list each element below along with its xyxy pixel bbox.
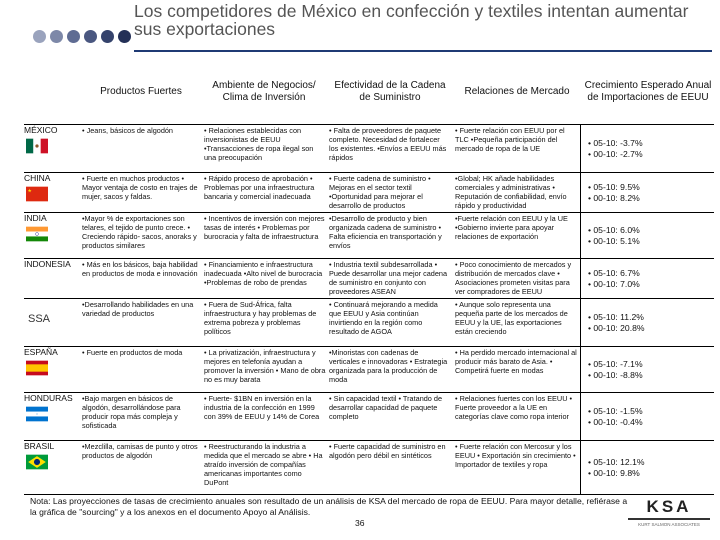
header-ambiente: Ambiente de Negocios/ Clima de Inversión <box>212 80 316 103</box>
dot-3 <box>67 30 80 43</box>
table-row <box>24 346 714 392</box>
relaciones-cell: • Fuerte relación con Mercosur y los EEUU • Exportación sin crecimiento • Importador de textiles y ropa <box>455 442 576 469</box>
growth-05-10: • 05-10: -7.1% <box>588 358 643 369</box>
ambiente-cell: • Reestructurando la industria a medida que el mercado se abre • Ha atraído inversión de compañías americanas importantes como DuPont <box>204 442 323 487</box>
growth-00-10: • 00-10: -8.8% <box>588 369 643 380</box>
country-label: INDIA <box>24 213 47 223</box>
productos-cell: • Más en los básicos, baja habilidad en productos de moda e innovación <box>82 260 198 278</box>
efectividad-cell: •Desarrollo de producto y bien organizada cadena de suministro • Falta eficiencia en transportación y envíos <box>329 214 442 250</box>
growth-05-10: • 05-10: 6.7% <box>588 267 640 278</box>
country-label: HONDURAS <box>24 393 73 403</box>
growth-05-10: • 05-10: 12.1% <box>588 456 645 467</box>
growth-cell <box>582 259 714 298</box>
growth-05-10: • 05-10: 6.0% <box>588 224 640 235</box>
growth-00-10: • 00-10: 8.2% <box>588 192 640 203</box>
table-row <box>24 124 714 172</box>
growth-cell <box>582 125 714 172</box>
india-flag <box>26 226 48 242</box>
logo-line <box>628 518 710 520</box>
table-row <box>24 440 714 494</box>
ambiente-cell: • Fuerte- $1BN en inversión en la industria de la confección en 1999 con 39% de EEUU y 14% de Corea <box>204 394 320 421</box>
table-row <box>24 212 714 258</box>
header-crecimiento: Crecimiento Esperado Anual de Importaciones de EEUU <box>584 80 712 103</box>
relaciones-cell: •Fuerte relación con EEUU y la UE •Gobierno invierte para apoyar relaciones de exportación <box>455 214 568 241</box>
relaciones-cell: • Aunque solo representa una pequeña parte de los mercados de EEUU y la UE, las exportaciones están creciendo <box>455 300 568 336</box>
productos-cell: •Mezclilla, camisas de punto y otros productos de algodón <box>82 442 198 460</box>
growth-cell <box>582 441 714 494</box>
header-efectividad: Efectividad de la Cadena de Suministro <box>334 80 446 103</box>
country-label: BRASIL <box>24 441 55 451</box>
growth-05-10: • 05-10: 9.5% <box>588 181 640 192</box>
country-label: SSA <box>28 313 51 325</box>
efectividad-cell: • Fuerte cadena de suministro • Mejoras en el sector textil •Oportunidad para mejorar el desarrollo de productos <box>329 174 431 210</box>
productos-cell: • Jeans, básicos de algodón <box>82 126 173 135</box>
growth-00-10: • 00-10: 9.8% <box>588 467 640 478</box>
growth-05-10: • 05-10: -1.5% <box>588 405 643 416</box>
growth-00-10: • 00-10: -0.4% <box>588 416 643 427</box>
dot-4 <box>84 30 97 43</box>
logo-name: KSA <box>646 497 692 516</box>
spain-flag <box>26 360 48 376</box>
growth-cell <box>582 299 714 346</box>
growth-cell <box>582 173 714 212</box>
relaciones-cell: • Fuerte relación con EEUU por el TLC •Pequeña participación del mercado de ropa de la UE <box>455 126 565 153</box>
china-flag <box>26 186 48 202</box>
relaciones-cell: • Ha perdido mercado internacional al producir más barato de Asia. • Competirá fuerte en modas <box>455 348 577 375</box>
country-label: CHINA <box>24 173 51 183</box>
header-productos: Productos Fuertes <box>100 86 182 97</box>
growth-cell <box>582 393 714 440</box>
header-relaciones: Relaciones de Mercado <box>464 86 570 97</box>
ksa-logo <box>624 497 714 527</box>
growth-cell <box>582 213 714 258</box>
dot-2 <box>50 30 63 43</box>
productos-cell: • Fuerte en muchos productos • Mayor ventaja de costo en trajes de mujer, sacos y faldas. <box>82 174 198 201</box>
country-label: MÉXICO <box>24 125 58 135</box>
efectividad-cell: • Industria textil subdesarrollada • Puede desarrollar una mejor cadena de suministro en conjunto con proveedores ASEAN <box>329 260 448 296</box>
efectividad-cell: • Fuerte capacidad de suministro en algodón pero débil en sintéticos <box>329 442 446 460</box>
mexico-flag <box>26 138 48 154</box>
ambiente-cell: • La privatización, infraestructura y mejores en telefonía ayudan a promover la inversión • Mano de obra no es muy barata <box>204 348 326 384</box>
ambiente-cell: • Rápido proceso de aprobación • Problemas por una infraestructura bancaria y comercial inadecuada <box>204 174 315 201</box>
dot-1 <box>33 30 46 43</box>
page-number: 36 <box>355 518 365 528</box>
relaciones-cell: • Poco conocimiento de mercados y distribución de mercados clave • Asociaciones prometen visitas para ver compradores de EEUU <box>455 260 572 296</box>
efectividad-cell: •Minoristas con cadenas de verticales e innovadoras • Estrategia organizada para la producción de moda <box>329 348 448 384</box>
decorative-dots <box>33 30 131 43</box>
ambiente-cell: • Fuera de Sud-África, falta infraestructura y hay problemas de extrema pobreza y problemas políticos <box>204 300 317 336</box>
logo-tagline: KURT SALMON ASSOCIATES <box>638 522 700 527</box>
footnote: Nota: Las proyecciones de tasas de crecimiento anuales son resultado de un análisis de KSA del mercado de ropa de EEUU. Para mayor detalle, refiérase a la gráfica de "sourcing" y a los anexos en el documento Apoyo al Análisis. <box>30 496 628 517</box>
country-label: INDONESIA <box>24 259 71 269</box>
honduras-flag <box>26 406 48 422</box>
table-bottom-rule <box>24 494 714 495</box>
growth-cell <box>582 347 714 392</box>
ambiente-cell: • Relaciones establecidas con inversionistas de EEUU •Transacciones de ropa ilegal son una preocupación <box>204 126 314 162</box>
growth-00-10: • 00-10: 20.8% <box>588 322 645 333</box>
country-label: ESPAÑA <box>24 347 58 357</box>
growth-05-10: • 05-10: -3.7% <box>588 137 643 148</box>
competitors-table <box>24 60 714 494</box>
productos-cell: •Mayor % de exportaciones son telares, el tejido de punto crece. • Creciendo rápido- sacos, anoraks y productos similares <box>82 214 197 250</box>
table-row <box>24 392 714 440</box>
productos-cell: •Desarrollando habilidades en una variedad de productos <box>82 300 194 318</box>
growth-00-10: • 00-10: -2.7% <box>588 148 643 159</box>
growth-00-10: • 00-10: 5.1% <box>588 235 640 246</box>
efectividad-cell: • Sin capacidad textil • Tratando de desarrollar capacidad de paquete completo <box>329 394 443 421</box>
table-row <box>24 258 714 298</box>
efectividad-cell: • Falta de proveedores de paquete completo. Necesidad de fortalecer los existentes. •Envíos a EEUU más rápidos <box>329 126 447 162</box>
divider-1 <box>580 124 581 494</box>
relaciones-cell: • Relaciones fuertes con los EEUU • Fuerte proveedor a la UE en categorías clave como ropa interior <box>455 394 573 421</box>
efectividad-cell: • Continuará mejorando a medida que EEUU y Asia continúan invirtiendo en la región como resultado de AGOA <box>329 300 438 336</box>
productos-cell: • Fuerte en productos de moda <box>82 348 183 357</box>
brazil-flag <box>26 454 48 470</box>
growth-00-10: • 00-10: 7.0% <box>588 278 640 289</box>
dot-5 <box>101 30 114 43</box>
title-rule <box>134 50 712 52</box>
relaciones-cell: •Global; HK añade habilidades comerciales y administrativas • Reputación de confiabilidad, envío rápido y productividad <box>455 174 567 210</box>
ambiente-cell: • Incentivos de inversión con mejores tasas de interés • Problemas por burocracia y falta de infraestructura <box>204 214 325 241</box>
table-row <box>24 298 714 346</box>
growth-05-10: • 05-10: 11.2% <box>588 311 644 322</box>
productos-cell: •Bajo margen en básicos de algodón, desarrollándose para producir ropa más compleja y sofisticada <box>82 394 181 430</box>
table-row <box>24 172 714 212</box>
page-title: Los competidores de México en confección y textiles intentan aumentar sus exportaciones <box>134 1 689 39</box>
dot-6 <box>118 30 131 43</box>
ambiente-cell: • Financiamiento e infraestructura inadecuada •Alto nivel de burocracia •Problemas de robo de prendas <box>204 260 323 287</box>
